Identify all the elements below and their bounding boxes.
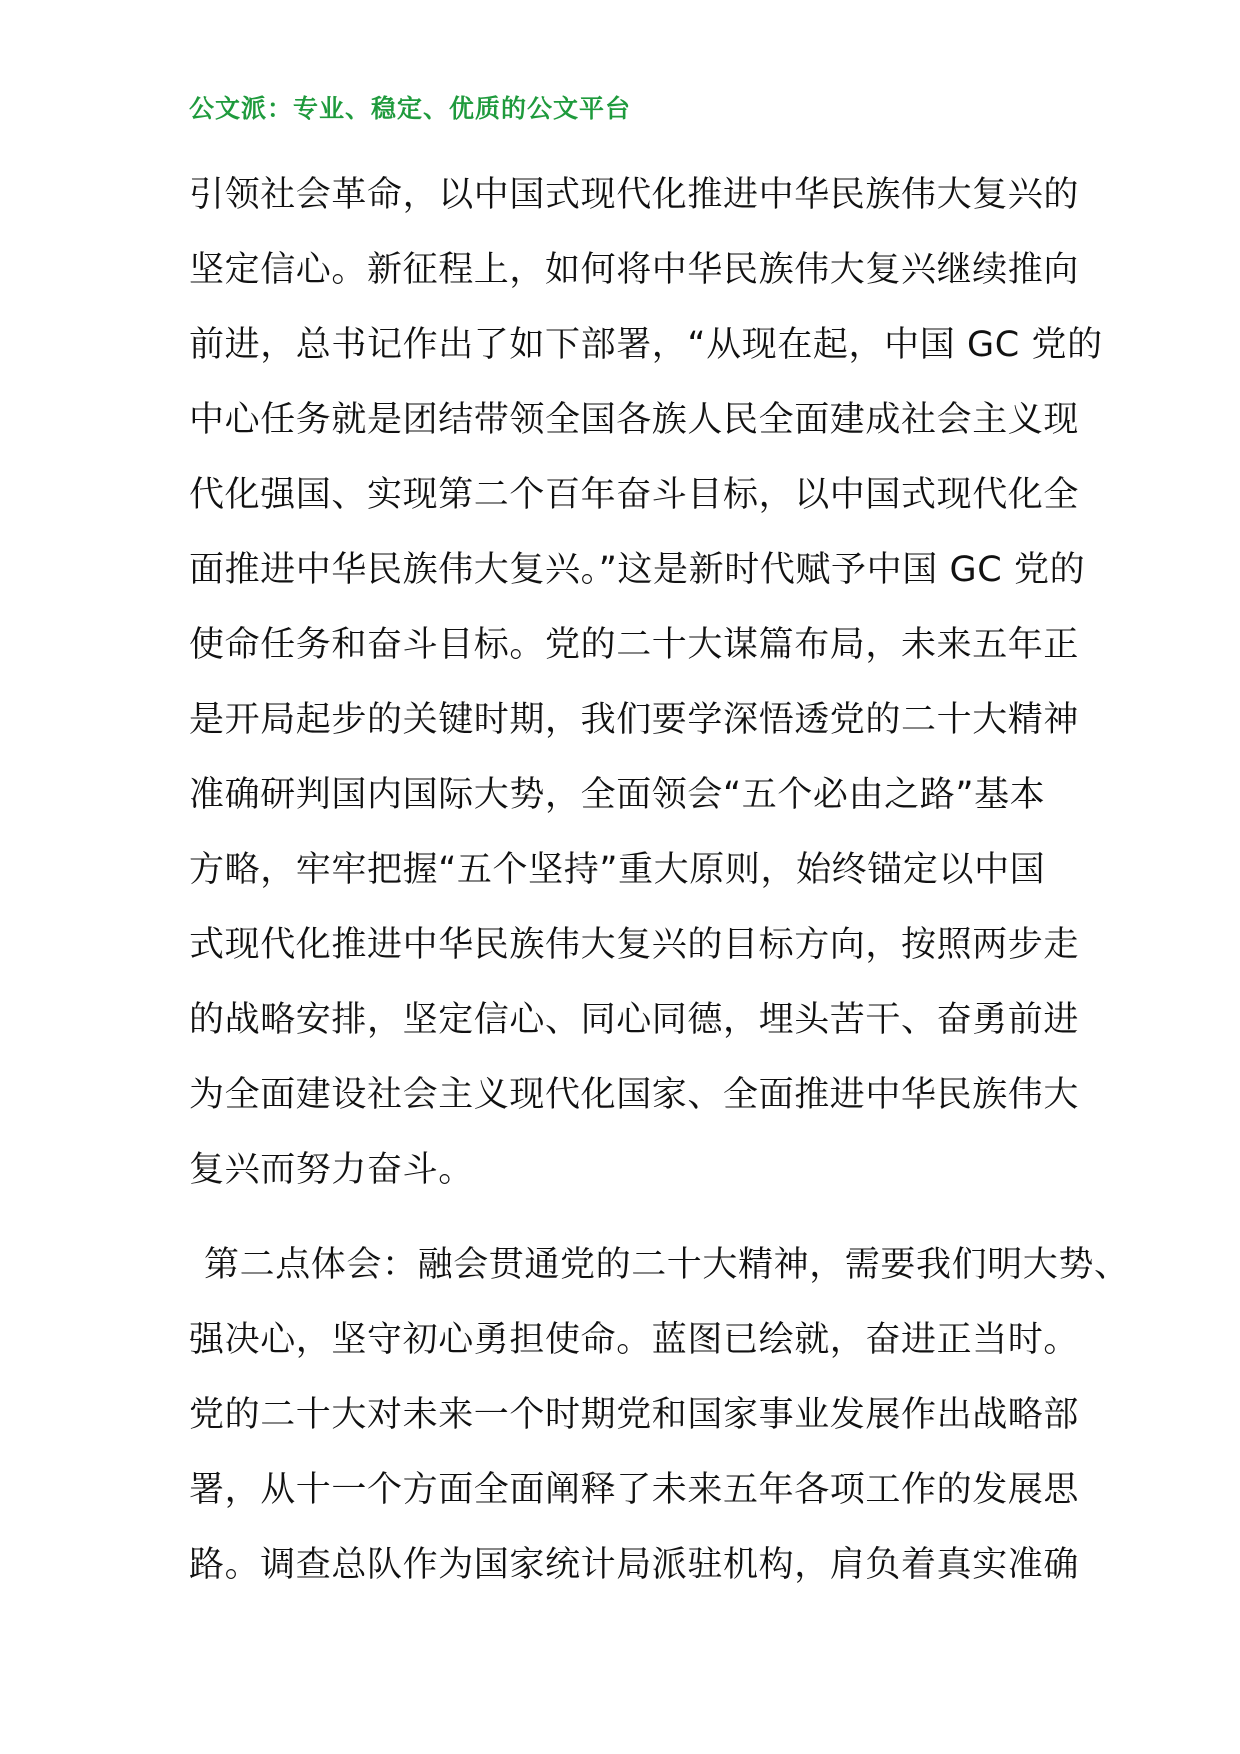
paragraph-line: 引领社会革命，以中国式现代化推进中华民族伟大复兴的 xyxy=(189,175,1080,215)
paragraph-line: 复兴而努力奋斗。 xyxy=(189,1150,474,1190)
paragraph-line: 代化强国、实现第二个百年奋斗目标，以中国式现代化全 xyxy=(189,475,1080,515)
paragraph-line: 使命任务和奋斗目标。党的二十大谋篇布局，未来五年正 xyxy=(189,625,1080,665)
paragraph-line: 坚定信心。新征程上，如何将中华民族伟大复兴继续推向 xyxy=(189,250,1080,290)
paragraph-line: 路。调查总队作为国家统计局派驻机构，肩负着真实准确 xyxy=(189,1545,1080,1585)
paragraph-line: 的战略安排，坚定信心、同心同德，埋头苦干、奋勇前进 xyxy=(189,1000,1080,1040)
paragraph-line: 方略，牢牢把握“五个坚持”重大原则，始终锚定以中国 xyxy=(189,850,1046,890)
paragraph-line: 前进，总书记作出了如下部署，“从现在起，中国 GC 党的 xyxy=(189,325,1103,365)
paragraph-line: 强决心，坚守初心勇担使命。蓝图已绘就，奋进正当时。 xyxy=(189,1320,1080,1360)
paragraph-line: 面推进中华民族伟大复兴。”这是新时代赋予中国 GC 党的 xyxy=(189,550,1086,590)
paragraph-line: 为全面建设社会主义现代化国家、全面推进中华民族伟大 xyxy=(189,1075,1080,1115)
paragraph-line: 党的二十大对未来一个时期党和国家事业发展作出战略部 xyxy=(189,1395,1080,1435)
paragraph-line: 第二点体会：融会贯通党的二十大精神，需要我们明大势、 xyxy=(204,1245,1130,1285)
body-paragraph-1 xyxy=(189,158,1103,1208)
site-header-banner: 公文派：专业、稳定、优质的公文平台 xyxy=(189,94,632,123)
paragraph-line: 中心任务就是团结带领全国各族人民全面建成社会主义现 xyxy=(189,400,1080,440)
paragraph-line: 式现代化推进中华民族伟大复兴的目标方向，按照两步走 xyxy=(189,925,1080,965)
body-paragraph-2 xyxy=(189,1228,1130,1603)
paragraph-line: 是开局起步的关键时期，我们要学深悟透党的二十大精神 xyxy=(189,700,1080,740)
paragraph-line: 署，从十一个方面全面阐释了未来五年各项工作的发展思 xyxy=(189,1470,1080,1510)
paragraph-line: 准确研判国内国际大势，全面领会“五个必由之路”基本 xyxy=(189,775,1046,815)
